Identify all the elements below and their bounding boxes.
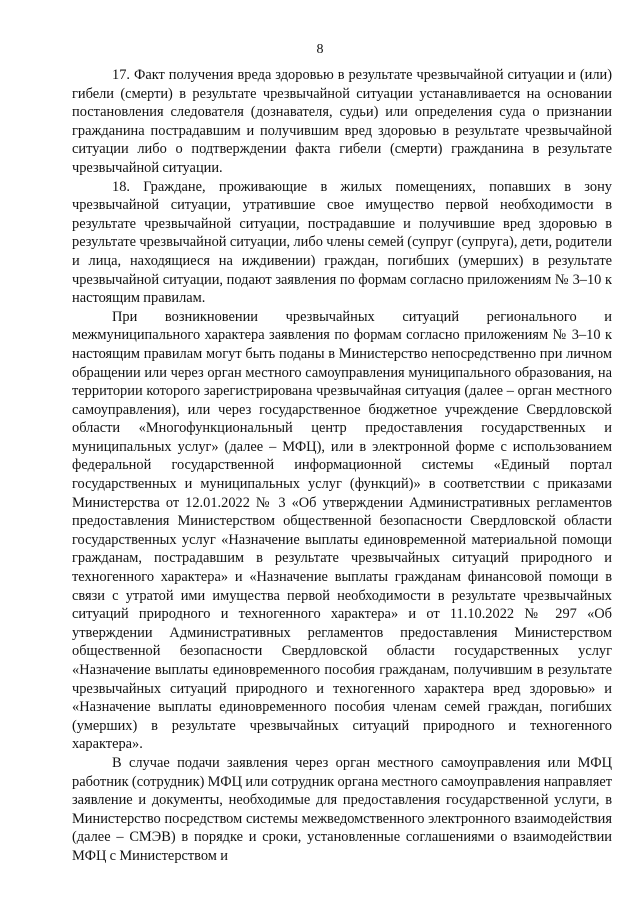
document-body bbox=[72, 66, 612, 866]
paragraph-mfc-submission: В случае подачи заявления через орган местного самоуправления или МФЦ работник (сотрудник) МФЦ или сотрудник органа местного самоуправления направляет заявление и документы, необходимые для предоставления государственной услуги, в Министерство посредством системы межведомственного электронного взаимодействия (далее – СМЭВ) в порядке и сроки, установленные соглашениями о взаимодействии МФЦ с Министерством и bbox=[72, 754, 612, 864]
paragraph-submission-ways: При возникновении чрезвычайных ситуаций регионального и межмуниципального характера заявления по формам согласно приложениям № 3–10 к настоящим правилам могут быть поданы в Министерство непосредственно при личном обращении или через орган местного самоуправления муниципального образования, на территории которого зарегистрирована чрезвычайная ситуация (далее – орган местного самоуправления), или через государственное бюджетное учреждение Свердловской области «Многофункциональный центр предоставления государственных и муниципальных услуг» (далее – МФЦ), или в электронной форме с использованием федеральной государственной информационной системы «Единый портал государственных и муниципальных услуг (функций)» в соответствии с приказами Министерства от 12.01.2022 № 3 «Об утверждении Административных регламентов предоставления Министерством общественной безопасности Свердловской области государственных услуг «Назначение выплаты единовременной материальной помощи гражданам, пострадавшим в результате чрезвычайных ситуаций природного и техногенного характера» и «Назначение выплаты гражданам финансовой помощи в связи с утратой ими имущества первой необходимости в результате чрезвычайных ситуаций природного и техногенного характера» и от 11.10.2022 № 297 «Об утверждении Административных регламентов предоставления Министерством общественной безопасности Свердловской области государственных услуг «Назначение выплаты единовременного пособия гражданам, получившим в результате чрезвычайных ситуаций природного и техногенного характера вред здоровью» и «Назначение выплаты единовременного пособия членам семей граждан, погибших (умерших) в результате чрезвычайных ситуаций природного и техногенного характера». bbox=[72, 308, 612, 753]
paragraph-17: 17. Факт получения вреда здоровью в результате чрезвычайной ситуации и (или) гибели (смерти) в результате чрезвычайной ситуации устанавливается на основании постановления следователя (дознавателя, судьи) или определения суда о признании гражданина пострадавшим и получившим вред здоровью в результате чрезвычайной ситуации либо о подтверждении факта гибели (смерти) гражданина в результате чрезвычайной ситуации. bbox=[72, 67, 612, 176]
page-number: 8 bbox=[316, 42, 324, 57]
paragraph-18: 18. Граждане, проживающие в жилых помещениях, попавших в зону чрезвычайной ситуации, утратившие свое имущество первой необходимости в результате чрезвычайной ситуации, пострадавшие и получившие вред здоровью в результате чрезвычайной ситуации, либо члены семей (супруг (супруга), дети, родители и лица, находящиеся на иждивении) граждан, погибших (умерших) в результате чрезвычайной ситуации, подают заявления по формам согласно приложениям № 3–10 к настоящим правилам. bbox=[72, 178, 612, 307]
